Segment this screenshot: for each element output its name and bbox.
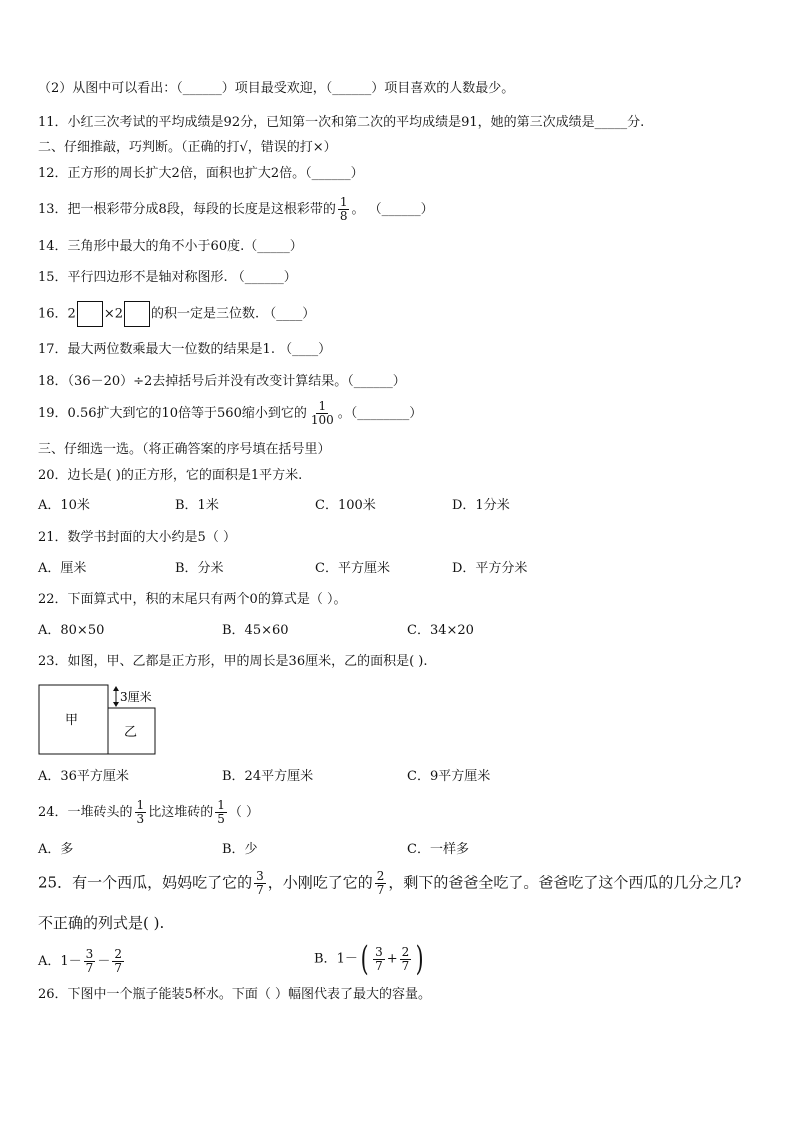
q25-line-2: 不正确的列式是( ).	[38, 914, 165, 932]
q21-option-c[interactable]: C．平方厘米	[315, 561, 390, 576]
numerator: 1	[136, 798, 145, 812]
q20-option-d[interactable]: D．1分米	[452, 498, 510, 513]
q26: 26．下图中一个瓶子能装5杯水。下面（ ）幅图代表了最大的容量。	[38, 987, 431, 1002]
label-yi: 乙	[124, 725, 138, 740]
q22: 22．下面算式中，积的末尾只有两个0的算式是（ ）。	[38, 592, 347, 607]
q16	[38, 301, 315, 327]
denominator: 100	[310, 413, 334, 427]
fraction-3-7	[84, 948, 96, 975]
option-label: B．	[314, 951, 337, 967]
q25-text-3: ，剩下的爸爸全吃了。爸爸吃了这个西瓜的几分之几?	[388, 873, 742, 892]
numerator: 2	[401, 944, 410, 959]
q20-option-b[interactable]: B．1米	[175, 498, 219, 513]
denominator: 7	[401, 958, 410, 973]
arrow-head-down-icon	[113, 702, 119, 707]
denominator: 3	[136, 812, 145, 826]
q19-text: 19．0.56扩大到它的10倍等于560缩小到它的	[38, 406, 307, 421]
label-3cm: 3厘米	[120, 690, 152, 704]
fraction-2-7	[112, 948, 124, 975]
denominator: 7	[256, 883, 264, 897]
numerator: 2	[376, 869, 385, 883]
one-minus: 1－	[336, 951, 358, 967]
q13	[38, 196, 434, 223]
q16-text: 16．2	[38, 306, 76, 322]
q24	[38, 799, 259, 826]
q23-option-c[interactable]: C．9平方厘米	[407, 769, 491, 784]
q24-option-c[interactable]: C．一样多	[407, 842, 469, 857]
option-label: A．	[38, 954, 61, 969]
denominator: 7	[375, 958, 383, 973]
q24-option-b[interactable]: B．少	[222, 842, 258, 857]
q21-option-b[interactable]: B．分米	[175, 561, 224, 576]
label-jia: 甲	[65, 713, 79, 728]
q19	[38, 400, 422, 427]
section-3-heading: 三、仔细选一选。（将正确答案的序号填在括号里）	[38, 442, 331, 457]
numerator: 3	[85, 947, 94, 961]
q13-text: 13．把一根彩带分成8段，每段的长度是这根彩带的	[38, 202, 336, 217]
q25-text-1: 25．有一个西瓜，妈妈吃了它的	[38, 873, 253, 892]
q18: 18．（36－20）÷2去掉括号后并没有改变计算结果。（______）	[38, 374, 406, 389]
q14: 14．三角形中最大的角不小于60度.（_____）	[38, 239, 303, 254]
q24-option-a[interactable]: A．多	[38, 842, 74, 857]
q24-text-mid: 比这堆砖的	[148, 805, 214, 820]
q21-option-a[interactable]: A．厘米	[38, 561, 87, 576]
q13-answer: 。 （______）	[351, 202, 434, 217]
q19-answer: 。（________）	[337, 406, 423, 421]
denominator: 7	[114, 961, 122, 975]
one-minus: 1－	[60, 954, 82, 969]
q22-option-c[interactable]: C．34×20	[407, 623, 474, 638]
q24-text: 24．一堆砖头的	[38, 805, 133, 820]
q23-squares-figure	[36, 683, 166, 757]
q25-text-2: ，小刚吃了它的	[267, 873, 373, 892]
denominator: 8	[339, 209, 348, 223]
q16-times: ×2	[103, 306, 123, 322]
fraction-2-7	[375, 870, 387, 897]
fraction-3-7	[254, 870, 266, 897]
fraction-1-5	[215, 799, 227, 826]
minus-sign: －	[97, 954, 111, 969]
numerator: 1	[318, 399, 327, 413]
denominator: 5	[217, 812, 225, 826]
blank-box[interactable]	[77, 301, 103, 327]
q20-option-a[interactable]: A．10米	[38, 498, 90, 513]
plus-sign: +	[386, 951, 398, 967]
blank-box[interactable]	[124, 301, 150, 327]
right-paren: )	[415, 939, 424, 979]
q11: 11．小红三次考试的平均成绩是92分，已知第一次和第二次的平均成绩是91，她的第三次成绩是_____分.	[38, 115, 645, 130]
numerator: 1	[217, 798, 225, 812]
fraction-1-100	[309, 400, 336, 427]
q20: 20．边长是( )的正方形，它的面积是1平方米.	[38, 468, 303, 483]
q22-option-b[interactable]: B．45×60	[222, 623, 289, 638]
numerator: 1	[339, 195, 348, 209]
q20-option-c[interactable]: C．100米	[315, 498, 376, 513]
numerator: 3	[256, 869, 264, 883]
q10-part2: （2）从图中可以看出：（______）项目最受欢迎，（______）项目喜欢的人数最少。	[38, 81, 515, 96]
q24-answer: （ ）	[228, 805, 259, 820]
q21-option-d[interactable]: D．平方分米	[452, 561, 528, 576]
q15: 15．平行四边形不是轴对称图形. （______）	[38, 270, 297, 285]
q17: 17．最大两位数乘最大一位数的结果是1. （____）	[38, 342, 332, 357]
q25	[38, 870, 741, 897]
numerator: 3	[375, 944, 383, 959]
denominator: 7	[376, 883, 385, 897]
q25-option-a[interactable]	[38, 948, 126, 975]
arrow-head-up-icon	[113, 686, 119, 691]
q16-answer: 的积一定是三位数. （____）	[151, 306, 316, 322]
q23: 23．如图，甲、乙都是正方形，甲的周长是36厘米，乙的面积是( ).	[38, 654, 428, 669]
denominator: 7	[85, 961, 94, 975]
fraction-1-3	[135, 799, 147, 826]
q22-option-a[interactable]: A．80×50	[38, 623, 105, 638]
numerator: 2	[114, 947, 122, 961]
q23-option-a[interactable]: A．36平方厘米	[38, 769, 129, 784]
fraction-2-7	[400, 946, 412, 973]
section-2-heading: 二、仔细推敲，巧判断。（正确的打√，错误的打×）	[38, 140, 337, 155]
fraction-3-7	[373, 946, 385, 973]
q21: 21．数学书封面的大小约是5（ ）	[38, 530, 236, 545]
q25-option-b[interactable]	[314, 939, 427, 979]
left-paren: (	[360, 939, 369, 979]
q12: 12．正方形的周长扩大2倍，面积也扩大2倍。（______）	[38, 166, 364, 181]
fraction-1-8	[338, 196, 350, 223]
q23-option-b[interactable]: B．24平方厘米	[222, 769, 314, 784]
